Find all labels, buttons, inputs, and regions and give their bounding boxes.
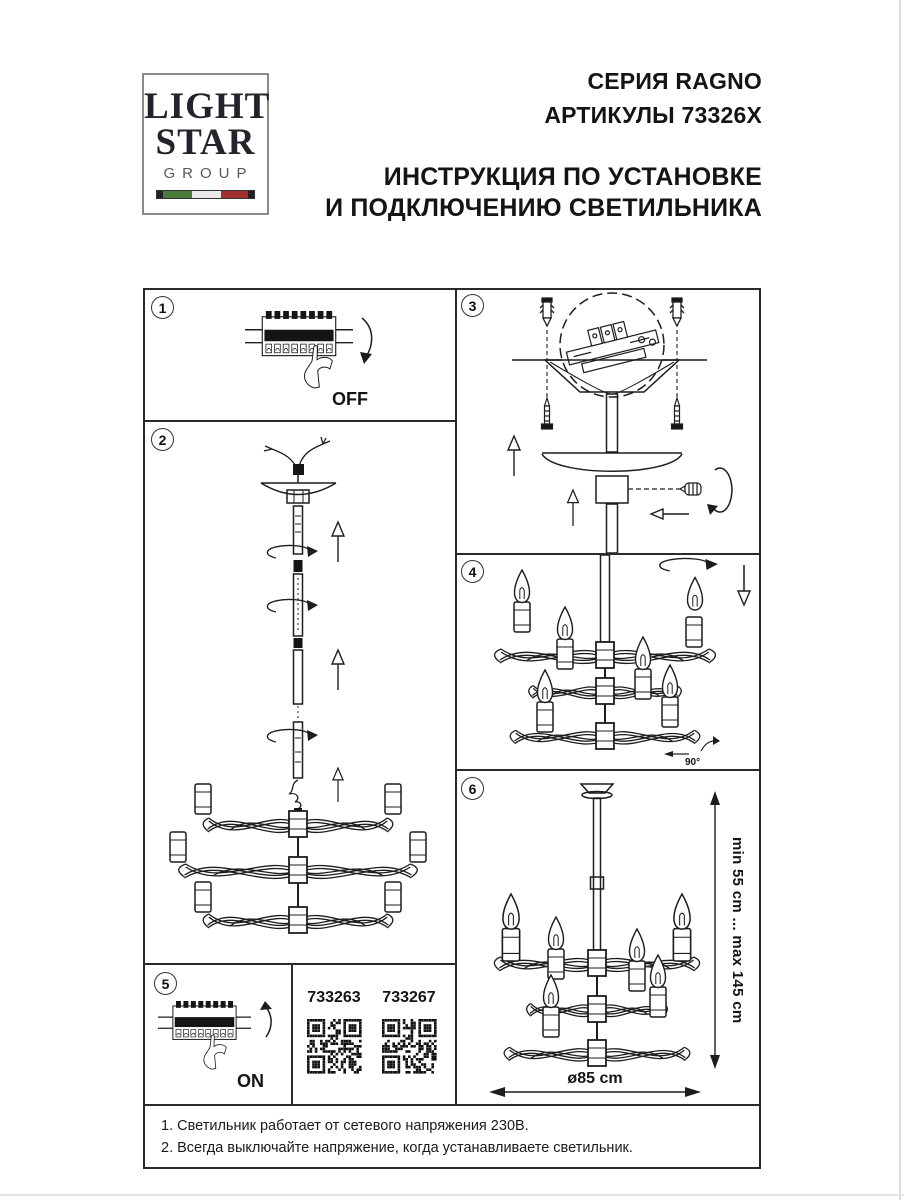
ceiling-canopy-icon: [581, 784, 613, 799]
step-1-badge: 1: [151, 296, 174, 319]
up-arrow-icon: [568, 490, 579, 526]
page-edge-bottom: [0, 1194, 904, 1196]
screw-icon: [672, 398, 683, 429]
doc-title-line2: И ПОДКЛЮЧЕНИЮ СВЕТИЛЬНИКА: [325, 194, 762, 222]
rod-lower: [607, 504, 618, 553]
height-range-label: min 55 cm ... max 145 cm: [729, 837, 746, 1024]
rod: [601, 555, 610, 642]
flag-white: [192, 191, 221, 198]
article-code-right: 733267: [382, 989, 436, 1006]
logo-line-light: LIGHT: [144, 86, 271, 127]
note-2: 2. Всегда выключайте напряжение, когда устанавливаете светильник.: [161, 1140, 633, 1156]
height-dimension-arrow: [710, 791, 720, 1069]
qr-cell: [293, 965, 455, 1104]
rod: [607, 394, 618, 452]
logo-line-group: GROUP: [163, 165, 254, 182]
rotate-screw-arrow-icon: [707, 468, 732, 515]
rotate-joint-arrow-icon: [267, 599, 318, 612]
rotate-joint-arrow-icon: [267, 545, 318, 558]
step5-power-on-diagram: [145, 965, 291, 1104]
candle-bulb-icon: [548, 917, 564, 979]
flag-cap-right: [248, 191, 254, 198]
step2-rod-assembly-diagram: [145, 422, 455, 963]
doc-title-line1: ИНСТРУКЦИЯ ПО УСТАНОВКЕ: [383, 163, 762, 191]
diameter-label: ø85 cm: [567, 1070, 623, 1087]
set-screw-icon: [680, 483, 701, 495]
flag-green: [163, 191, 192, 198]
safety-notes: [145, 1106, 761, 1176]
wall-plug-icon: [670, 298, 684, 326]
rotate-bulb-arrow-icon: [660, 558, 718, 571]
qr-code-right: [381, 1018, 438, 1075]
circuit-breaker-icon: [158, 1001, 251, 1039]
candle-bulb-icon: [673, 894, 690, 961]
step4-bulb-install-diagram: [457, 555, 761, 769]
step-5-badge: 5: [154, 972, 177, 995]
italian-flag-bar: [156, 190, 255, 199]
step-3-badge: 3: [461, 294, 484, 317]
circuit-breaker-icon: [245, 311, 353, 356]
articles-title: АРТИКУЛЫ 73326X: [544, 102, 762, 128]
qr-code-left: [306, 1018, 363, 1075]
empty-socket-icon: [686, 617, 702, 647]
diameter-dimension-arrow: [489, 1087, 701, 1097]
steps-grid: [143, 288, 761, 1169]
up-arrow-icon: [508, 436, 520, 476]
up-arrow-icon: [332, 522, 344, 562]
left-arrow-icon: [651, 509, 689, 519]
candle-bulb-icon: [557, 607, 573, 669]
lightstar-logo: [142, 73, 269, 215]
step6-dimensions-diagram: [457, 771, 761, 1104]
flag-red: [221, 191, 248, 198]
rod-segment-2: [294, 574, 303, 636]
logo-line-star: STAR: [155, 122, 256, 163]
wall-plug-icon: [540, 298, 554, 326]
down-arrow-icon: [738, 565, 750, 605]
step1-power-off-diagram: [145, 290, 455, 420]
note-1: 1. Светильник работает от сетевого напряжения 230В.: [161, 1118, 529, 1134]
chandelier-tiers-icon: [495, 642, 716, 749]
rotate-off-arrow-icon: [360, 318, 372, 364]
chandelier-tiers-icon: [170, 784, 426, 933]
rotate-joint-arrow-icon: [267, 729, 318, 742]
chandelier-tiers-icon: [494, 950, 699, 1066]
candle-bulb-icon: [537, 670, 553, 732]
up-arrow-icon: [332, 650, 344, 690]
off-label: OFF: [332, 389, 368, 409]
step-6-badge: 6: [461, 777, 484, 800]
ceiling-canopy-icon: [261, 472, 336, 503]
rod-segment-3: [294, 650, 303, 704]
candle-bulb-icon: [514, 570, 530, 632]
rotate-on-arrow-icon: [260, 1001, 272, 1037]
step-2-badge: 2: [151, 428, 174, 451]
on-label: ON: [237, 1071, 264, 1091]
rod: [594, 798, 601, 950]
page-edge-right: [899, 0, 901, 1200]
article-code-left: 733263: [307, 989, 361, 1006]
step-4-badge: 4: [461, 560, 484, 583]
step3-ceiling-mount-diagram: [457, 290, 761, 553]
series-title: СЕРИЯ RAGNO: [587, 68, 762, 94]
loose-bulb-icon: [688, 578, 703, 611]
safety-hook-icon: [289, 780, 302, 814]
candle-bulb-icon: [635, 637, 651, 699]
canopy-collar: [596, 476, 628, 503]
up-arrow-icon: [333, 768, 343, 802]
candle-bulb-icon: [502, 894, 519, 961]
angle-label: 90°: [685, 757, 701, 768]
screw-icon: [542, 398, 553, 429]
canopy-dome-icon: [542, 453, 682, 471]
rod-joint: [591, 877, 604, 889]
